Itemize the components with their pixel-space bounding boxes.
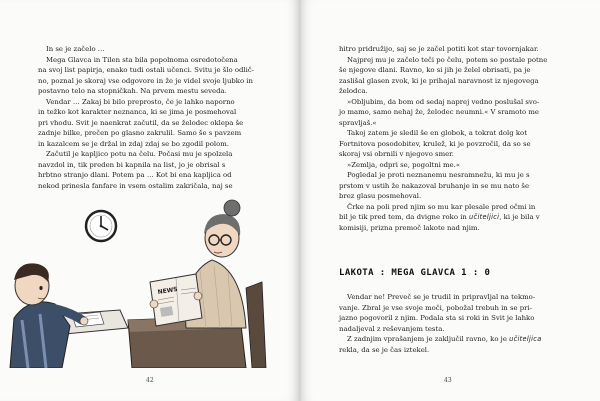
left-text-column xyxy=(38,44,270,191)
text-line: »Zemlja, odpri se, pogoltni me.« xyxy=(347,160,461,169)
right-text-column-top xyxy=(339,44,565,233)
text-line: hrbtno stranjo dlani. Potem pa … Kot bi ena kapljica od xyxy=(38,171,232,179)
text-line: pri vhodu. Svit je naenkrat začutil, da se želodec oklepa še xyxy=(38,118,244,127)
text-line: spravljaš.« xyxy=(339,118,377,127)
text-line: še njegove dlani. Ravno, ko si jih je želel obrisati, pa je xyxy=(339,66,531,74)
text-line xyxy=(339,334,565,345)
text-line: jazno pogovoril z njim. Podala sta si roki in Svit je lahko xyxy=(339,314,535,322)
text-line: Vendar ne! Preveč se je trudil in pripravljal na tekmo- xyxy=(347,293,536,301)
text-line xyxy=(339,212,565,223)
handwritten-word: učiteljici xyxy=(469,213,500,221)
text-line: želodca. xyxy=(339,87,368,95)
text-line: Črke na poli pred njim so mu kar plesale pred očmi in xyxy=(347,202,536,211)
text-line: Pogledal je proti neznanemu nesramnežu, ki mu je s xyxy=(347,171,530,179)
text-line: In se je začelo … xyxy=(46,45,105,53)
text-line: jo mamo, samo nehaj že, želodec neumni.« V sramoto me xyxy=(339,108,540,116)
wall-clock-icon xyxy=(86,211,116,241)
text-span: Z zadnjim vprašanjem je zaključil ravno, ko je xyxy=(347,335,507,343)
text-line: in kazalcem se je držal in zdaj zdaj se bo zgodil polom. xyxy=(38,139,229,148)
text-line: navzdol in, tik preden bi kapnila na list, jo je obrisal s xyxy=(38,160,226,169)
text-line: vanje. Zbral je vse svoje moči, pobožal trebuh in se pri- xyxy=(339,303,532,312)
text-span: bil je tik pred tem, da dvigne roko in xyxy=(339,213,467,221)
classroom-illustration xyxy=(0,178,299,368)
text-line: skoraj vsi obrnili v njegovo smer. xyxy=(339,150,454,158)
text-span: , ki je bila v xyxy=(499,213,540,221)
section-heading: LAKOTA : MEGA GLAVCA 1 : 0 xyxy=(339,268,491,278)
text-line: Vendar … Zakaj bi bilo preprosto, če je lahko naporno xyxy=(46,97,235,106)
text-line: prstom v ustih že nakazoval bruhanje in se mu nato še xyxy=(339,181,530,190)
right-text-column-bottom xyxy=(339,292,565,355)
text-line: komisiji, prizna premoč lakote nad njim. xyxy=(339,223,480,232)
student-boy xyxy=(10,263,128,368)
text-line: nadaljeval z reševanjem testa. xyxy=(339,324,445,333)
text-line: Takoj zatem je sledil še en globok, a tokrat dolg kot xyxy=(347,129,527,137)
text-line: Fortnitova posodobitev, krulež, ki je povzročil, da so se xyxy=(339,139,531,148)
text-line: in težko kot karakter neznanca, ki se jima je posmehoval xyxy=(38,108,237,116)
text-line: brez glasu posmehoval. xyxy=(339,192,422,200)
text-line: hitro pridružijo, saj se je začel potiti kot star tovornjakar. xyxy=(339,45,539,53)
text-line: Začutil je kapljico potu na čelu. Počasi mu je spolzela xyxy=(46,150,233,158)
text-line: postavno telo na stopničkah. Na prvem mestu seveda. xyxy=(38,87,227,95)
text-line: nekod prinesla fanfare in vsem ostalim zakričala, naj se xyxy=(38,181,233,190)
page-number: 43 xyxy=(444,377,452,384)
text-line: no, poznal je skoraj vse odgovore in že je videl svoje ljubko in xyxy=(38,76,253,85)
handwritten-word: učiteljica xyxy=(509,335,542,343)
right-page xyxy=(301,0,600,401)
newspaper xyxy=(150,274,202,326)
newspaper-title: NEWS xyxy=(157,285,179,296)
left-page xyxy=(0,0,299,401)
text-line: rekla, da se je čas iztekel. xyxy=(339,345,430,354)
page-number: 42 xyxy=(146,377,154,384)
text-line: Mega Glavca in Tilen sta bila popolnoma osredotočena xyxy=(46,55,238,64)
text-line: Najprej mu je začelo teči po čelu, potem so postale potne xyxy=(347,55,548,64)
text-line: na svoj list papirja, enako tudi ostali učenci. Svitu je šlo odlič- xyxy=(38,66,255,74)
text-line: »Obljubim, da bom od sedaj naprej vedno poslušal svo- xyxy=(347,97,540,106)
teacher xyxy=(128,200,266,368)
text-line: zadnje bilke, prečen po glasno zakrulil. Samo še s pavzem xyxy=(38,129,242,137)
text-line: zaslišal glasen zvok, ki je prihajal naravnost iz njegovega xyxy=(339,76,539,85)
